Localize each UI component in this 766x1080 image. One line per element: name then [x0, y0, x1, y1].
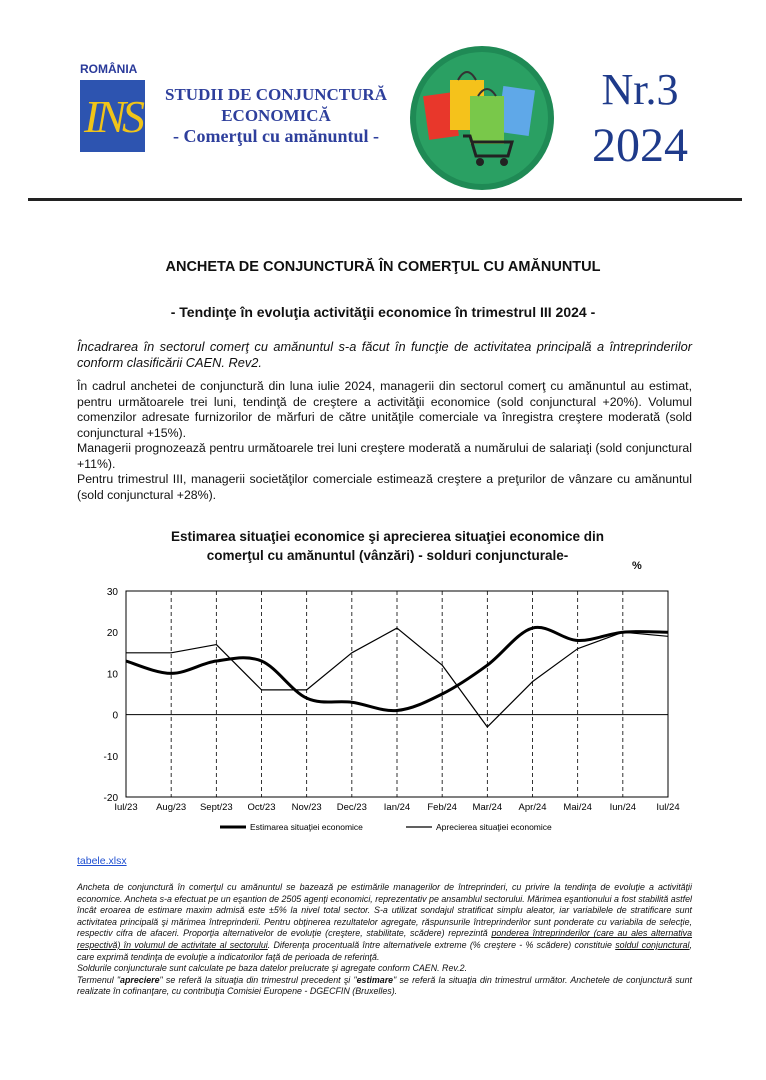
- footnote-para-2: Soldurile conjuncturale sunt calculate pe baza datelor prelucrate şi agregate conform CAEN. Rev.2.: [77, 963, 468, 974]
- issue-label: Nr.3: [601, 65, 679, 114]
- footnote-term-estimare: estimare: [356, 974, 394, 985]
- footnote-text-1: Ancheta de conjunctură în comerţul cu amănuntul se bazează pe estimările managerilor de întreprinderi, cu privire la tendinţa de evoluţie a activităţii economice. Ancheta s-a efectuat pe un eşantion de 2505 agenţi economici, reprezentativ pe ansamblul sectorului. Mărimea eşantionului a fost stabilită astfel încât eroarea de estimare maxim admisă este ±5% la nivel total sector. S-a utilizat sondajul stratificat simplu aleator, iar variabilele de stratificare sunt activitatea principală şi mărimea întreprinderii. Pentru obţinerea rezultatelor agregate, răspunsurile întreprinderilor sunt ponderate cu variabila de selecţie, respectiv cifra de afaceri. Proporţia alternativelor de evoluţie (creştere, stabilitate, scădere) reprezintă: [77, 882, 692, 939]
- footnote-underlined-1: ponderea întreprinderilor (care au ales alternativa respectivă) în volumul de activitate al sectorului: [77, 928, 693, 950]
- issue-number: [585, 62, 695, 174]
- x-tick-label: Iun/24: [609, 802, 637, 813]
- publication-title: [150, 84, 402, 147]
- footnote-underlined-2: soldul conjunctural: [615, 939, 690, 950]
- x-tick-label: Mar/24: [472, 802, 503, 813]
- publication-title-line2: ECONOMICĂ: [221, 106, 331, 125]
- header-divider: [28, 198, 742, 201]
- shopping-bags-icon: [408, 44, 556, 192]
- x-tick-label: Oct/23: [247, 802, 276, 813]
- footnote-text-3: , care exprimă tendinţa de evoluţie a indicatorilor faţă de perioada de referinţă.: [77, 939, 692, 962]
- publication-title-line3: - Comerţul cu amănuntul -: [173, 126, 379, 146]
- x-tick-label: Ian/24: [383, 802, 411, 813]
- intro-text: Încadrarea în sectorul comerţ cu amănuntul s-a făcut în funcţie de activitatea principală a întreprinderilor conform clasificării CAEN. Rev2.: [77, 339, 692, 370]
- publication-title-line1: STUDII DE CONJUNCTURĂ: [165, 85, 387, 104]
- country-label: ROMÂNIA: [80, 62, 138, 76]
- y-tick-label: -10: [103, 751, 118, 763]
- page-subtitle: - Tendinţe în evoluţia activităţii economice în trimestrul III 2024 -: [170, 304, 596, 320]
- legend-label: Estimarea situaţiei economice: [250, 822, 363, 832]
- footnote-para-3: [77, 975, 692, 998]
- legend-label: Aprecierea situaţiei economice: [436, 822, 552, 832]
- chart-unit: %: [632, 560, 642, 572]
- footnote-para-1: [77, 882, 692, 963]
- x-tick-label: Nov/23: [291, 802, 322, 813]
- x-tick-label: Iul/24: [656, 802, 680, 813]
- ins-logo: [80, 80, 145, 152]
- issue-year: 2024: [592, 119, 688, 172]
- body-text: [77, 379, 692, 503]
- x-tick-label: Feb/24: [427, 802, 457, 813]
- x-tick-label: Mai/24: [563, 802, 592, 813]
- x-tick-label: Apr/24: [518, 802, 547, 813]
- y-tick-label: -20: [103, 793, 118, 804]
- footnote-term-e: " se referă la situaţia din trimestrul următor. Anchetele de conjunctură sunt realizate în cofinanţare, cu contribuţia Comisiei Europene - DGECFIN (Bruxelles).: [77, 974, 692, 997]
- footnote-text-2: . Diferenţa procentuală între alternativele extreme (% creştere - % scădere) constituie: [267, 939, 616, 950]
- x-tick-label: Dec/23: [336, 802, 367, 813]
- chart-title: Estimarea situaţiei economice şi aprecierea situaţiei economice din comerţul cu amănuntul (vânzări) - solduri conjuncturale-: [171, 529, 604, 563]
- x-tick-label: Sept/23: [199, 802, 233, 813]
- paragraph-2: Managerii prognozează pentru următoarele trei luni creştere moderată a numărului de salariaţi (sold conjunctural +11%).: [77, 441, 692, 471]
- page-title: ANCHETA DE CONJUNCTURĂ ÎN COMERŢUL CU AMĂNUNTUL: [165, 259, 601, 275]
- y-tick-label: 0: [112, 710, 118, 722]
- paragraph-1: În cadrul anchetei de conjunctură din luna iulie 2024, managerii din sectorul comerţ cu amănuntul au estimat, pentru următoarele trei luni, tendinţă de creştere a activităţii economice (sold conjunctural +20%). Volumul comenzilor adresate furnizorilor de mărfuri de către unităţile comerciale va înregistra creştere moderată (sold conjunctural +15%).: [77, 379, 692, 440]
- ins-logo-text: INS: [84, 91, 141, 142]
- footnote-term-a: Termenul ": [77, 974, 121, 985]
- paragraph-3: Pentru trimestrul III, managerii societăţilor comerciale estimează creştere a preţurilor de vânzare cu amănuntul (sold conjunctural +28%).: [77, 472, 692, 502]
- line-chart: [80, 585, 700, 845]
- tables-link[interactable]: tabele.xlsx: [77, 855, 127, 867]
- y-tick-label: 10: [106, 669, 118, 681]
- footnote-term-apreciere: apreciere: [120, 974, 160, 985]
- footnote-term-c: " se referă la situaţia din trimestrul precedent şi ": [159, 974, 357, 985]
- y-tick-label: 20: [106, 628, 118, 640]
- x-tick-label: Iul/23: [114, 802, 138, 813]
- x-tick-label: Aug/23: [156, 802, 187, 813]
- footnote: [77, 882, 692, 998]
- y-tick-label: 30: [106, 587, 118, 598]
